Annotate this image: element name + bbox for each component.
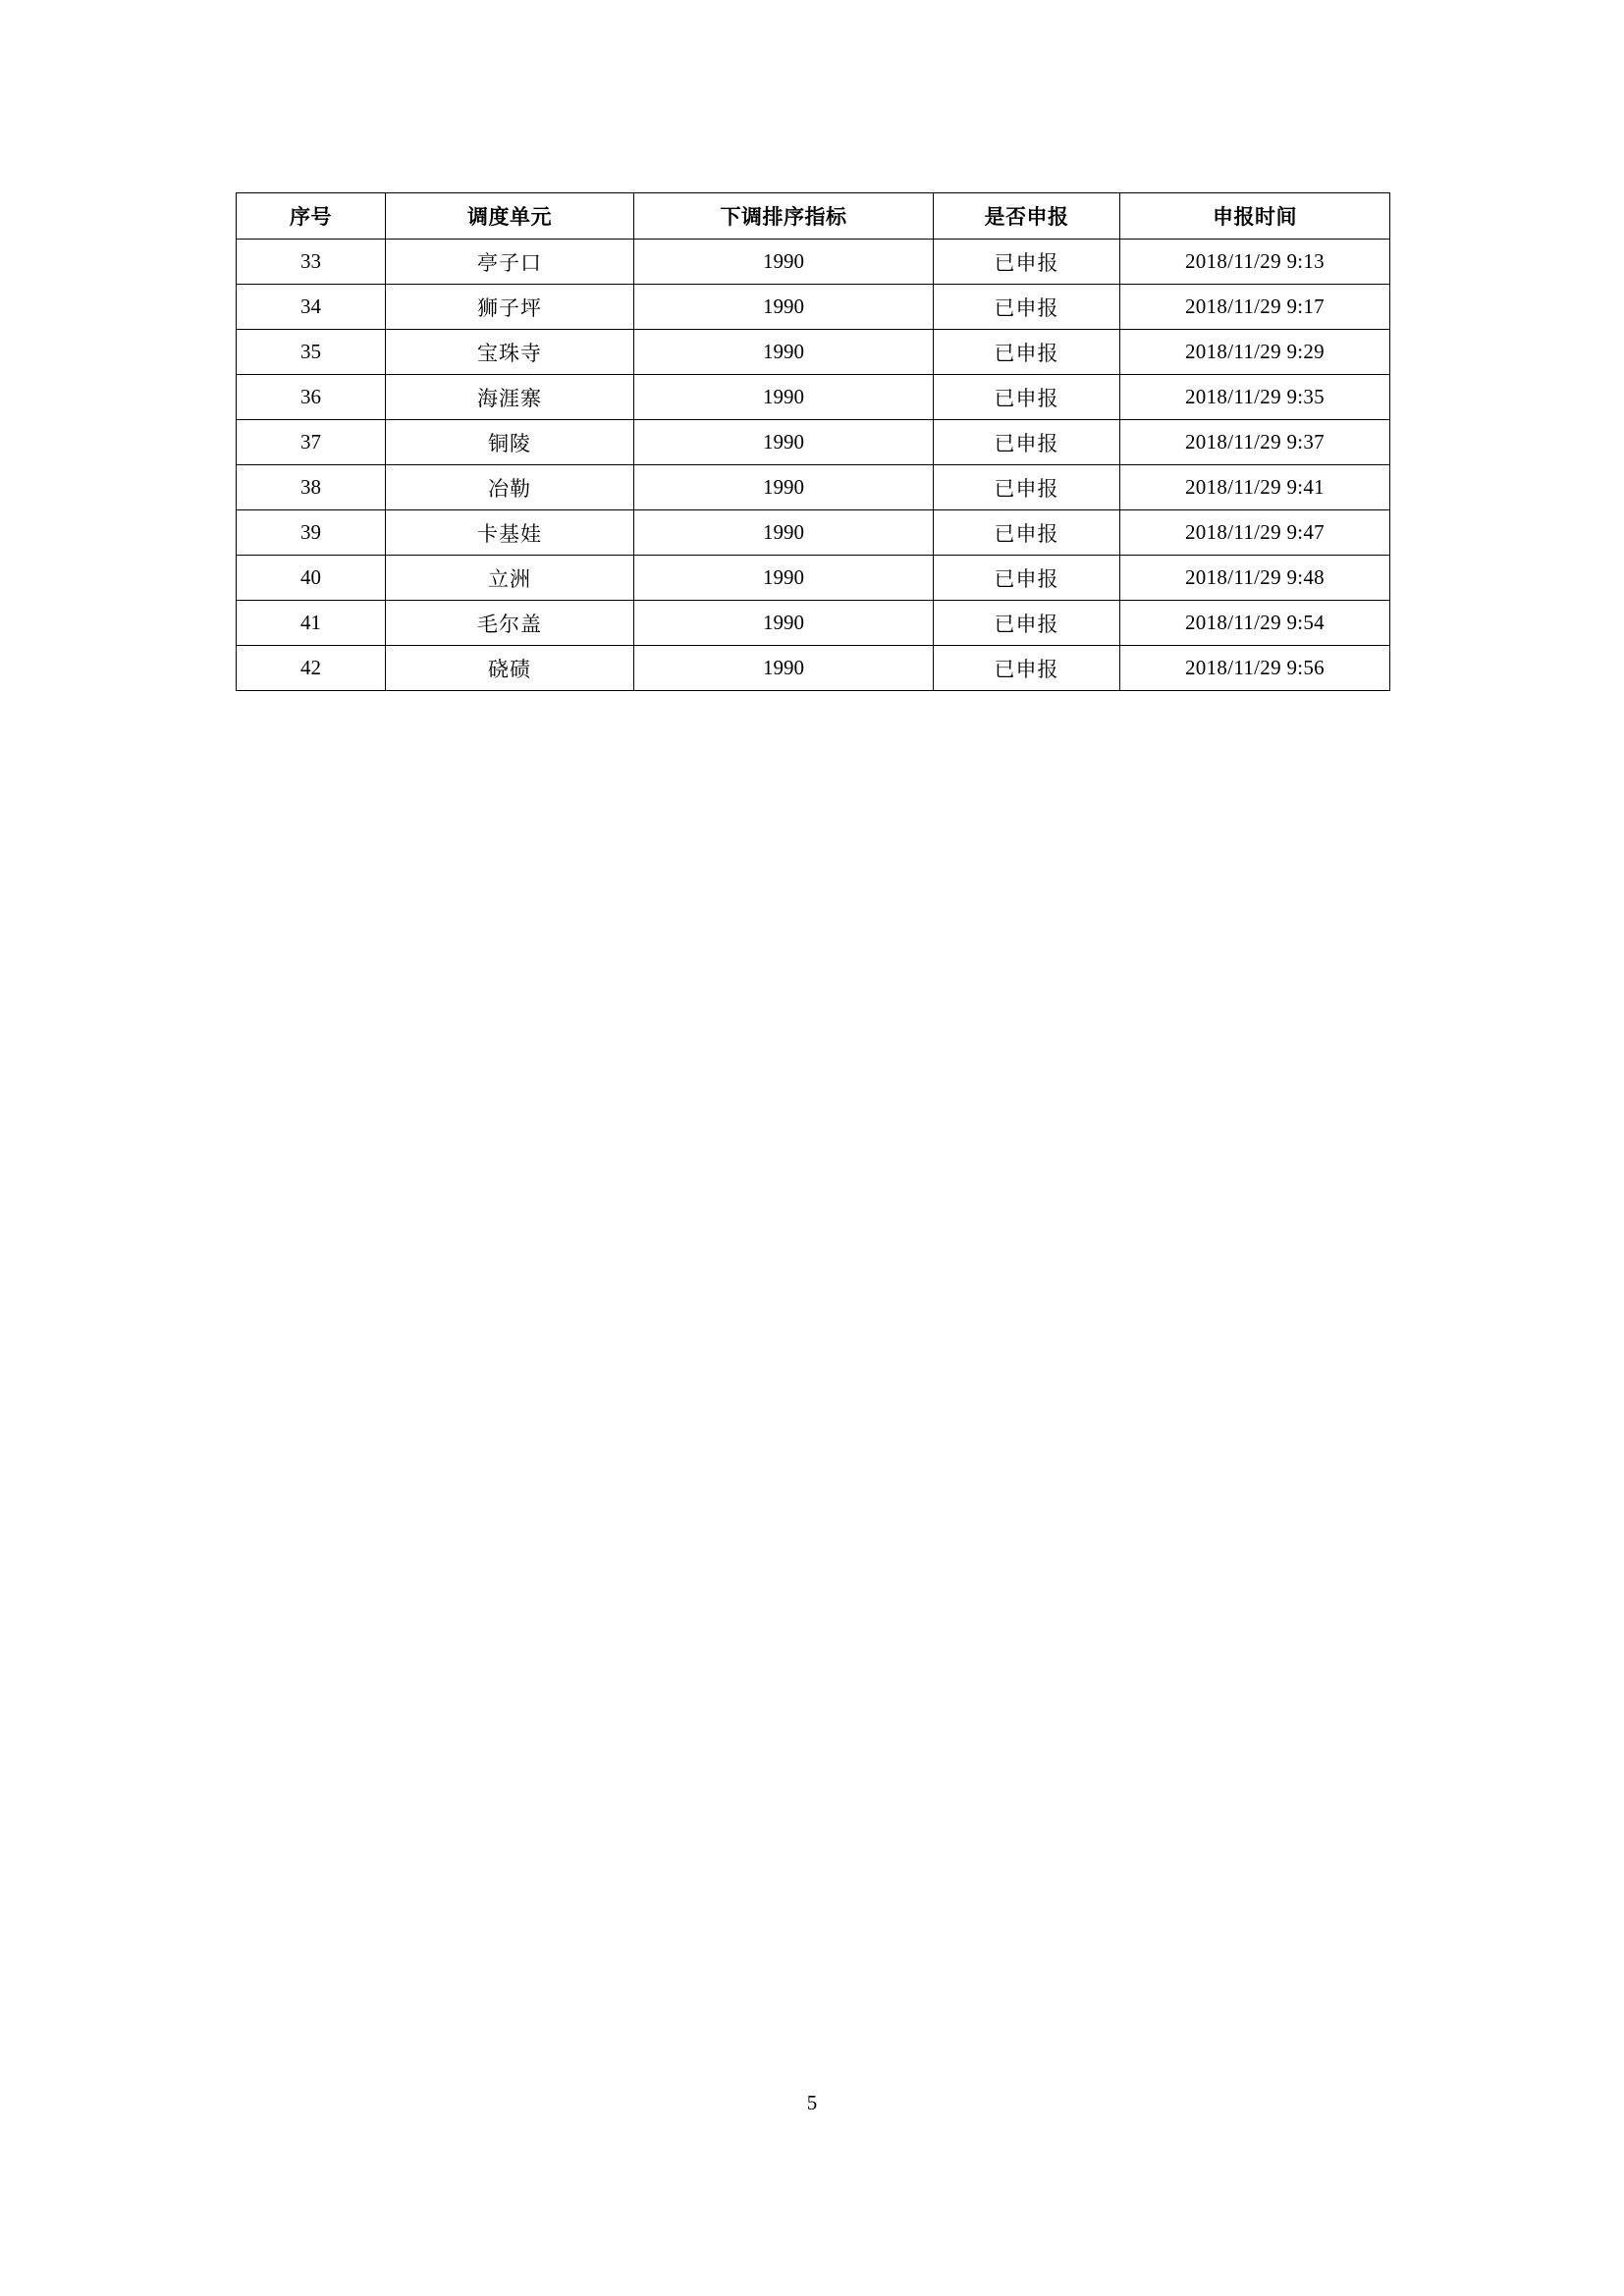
table-row bbox=[237, 330, 1390, 375]
cell-time: 2018/11/29 9:54 bbox=[1120, 601, 1390, 646]
cell-seq: 34 bbox=[237, 285, 386, 330]
cell-time: 2018/11/29 9:13 bbox=[1120, 240, 1390, 285]
table-row bbox=[237, 420, 1390, 465]
cell-declared: 已申报 bbox=[934, 285, 1120, 330]
cell-declared: 已申报 bbox=[934, 646, 1120, 691]
cell-index: 1990 bbox=[634, 285, 934, 330]
column-header-declared: 是否申报 bbox=[934, 193, 1120, 240]
cell-declared: 已申报 bbox=[934, 510, 1120, 556]
cell-declared: 已申报 bbox=[934, 465, 1120, 510]
cell-unit: 冶勒 bbox=[386, 465, 634, 510]
cell-unit: 亭子口 bbox=[386, 240, 634, 285]
cell-declared: 已申报 bbox=[934, 601, 1120, 646]
column-header-time: 申报时间 bbox=[1120, 193, 1390, 240]
table-row bbox=[237, 510, 1390, 556]
table-row bbox=[237, 646, 1390, 691]
cell-time: 2018/11/29 9:41 bbox=[1120, 465, 1390, 510]
cell-unit: 狮子坪 bbox=[386, 285, 634, 330]
column-header-index: 下调排序指标 bbox=[634, 193, 934, 240]
table-header bbox=[237, 193, 1390, 240]
table-row bbox=[237, 240, 1390, 285]
cell-declared: 已申报 bbox=[934, 420, 1120, 465]
cell-index: 1990 bbox=[634, 646, 934, 691]
cell-index: 1990 bbox=[634, 375, 934, 420]
cell-time: 2018/11/29 9:47 bbox=[1120, 510, 1390, 556]
cell-declared: 已申报 bbox=[934, 375, 1120, 420]
cell-index: 1990 bbox=[634, 465, 934, 510]
cell-seq: 36 bbox=[237, 375, 386, 420]
cell-time: 2018/11/29 9:35 bbox=[1120, 375, 1390, 420]
column-header-unit: 调度单元 bbox=[386, 193, 634, 240]
cell-unit: 卡基娃 bbox=[386, 510, 634, 556]
cell-seq: 42 bbox=[237, 646, 386, 691]
cell-declared: 已申报 bbox=[934, 330, 1120, 375]
cell-unit: 海涯寨 bbox=[386, 375, 634, 420]
cell-declared: 已申报 bbox=[934, 556, 1120, 601]
cell-index: 1990 bbox=[634, 420, 934, 465]
cell-index: 1990 bbox=[634, 330, 934, 375]
cell-index: 1990 bbox=[634, 240, 934, 285]
cell-unit: 立洲 bbox=[386, 556, 634, 601]
table-row bbox=[237, 465, 1390, 510]
page-number: 5 bbox=[806, 2091, 818, 2114]
table-row bbox=[237, 375, 1390, 420]
schedule-table bbox=[236, 192, 1390, 691]
cell-seq: 39 bbox=[237, 510, 386, 556]
table-row bbox=[237, 556, 1390, 601]
cell-seq: 40 bbox=[237, 556, 386, 601]
cell-seq: 38 bbox=[237, 465, 386, 510]
cell-unit: 铜陵 bbox=[386, 420, 634, 465]
cell-seq: 37 bbox=[237, 420, 386, 465]
cell-seq: 41 bbox=[237, 601, 386, 646]
schedule-table-container bbox=[236, 192, 1389, 691]
cell-declared: 已申报 bbox=[934, 240, 1120, 285]
cell-index: 1990 bbox=[634, 556, 934, 601]
cell-time: 2018/11/29 9:56 bbox=[1120, 646, 1390, 691]
column-header-seq: 序号 bbox=[237, 193, 386, 240]
cell-time: 2018/11/29 9:37 bbox=[1120, 420, 1390, 465]
cell-seq: 35 bbox=[237, 330, 386, 375]
cell-unit: 宝珠寺 bbox=[386, 330, 634, 375]
cell-time: 2018/11/29 9:17 bbox=[1120, 285, 1390, 330]
table-header-row bbox=[237, 193, 1390, 240]
cell-unit: 硗碛 bbox=[386, 646, 634, 691]
table-row bbox=[237, 601, 1390, 646]
cell-time: 2018/11/29 9:48 bbox=[1120, 556, 1390, 601]
cell-index: 1990 bbox=[634, 510, 934, 556]
cell-time: 2018/11/29 9:29 bbox=[1120, 330, 1390, 375]
cell-unit: 毛尔盖 bbox=[386, 601, 634, 646]
cell-seq: 33 bbox=[237, 240, 386, 285]
table-row bbox=[237, 285, 1390, 330]
cell-index: 1990 bbox=[634, 601, 934, 646]
table-body bbox=[237, 240, 1390, 691]
